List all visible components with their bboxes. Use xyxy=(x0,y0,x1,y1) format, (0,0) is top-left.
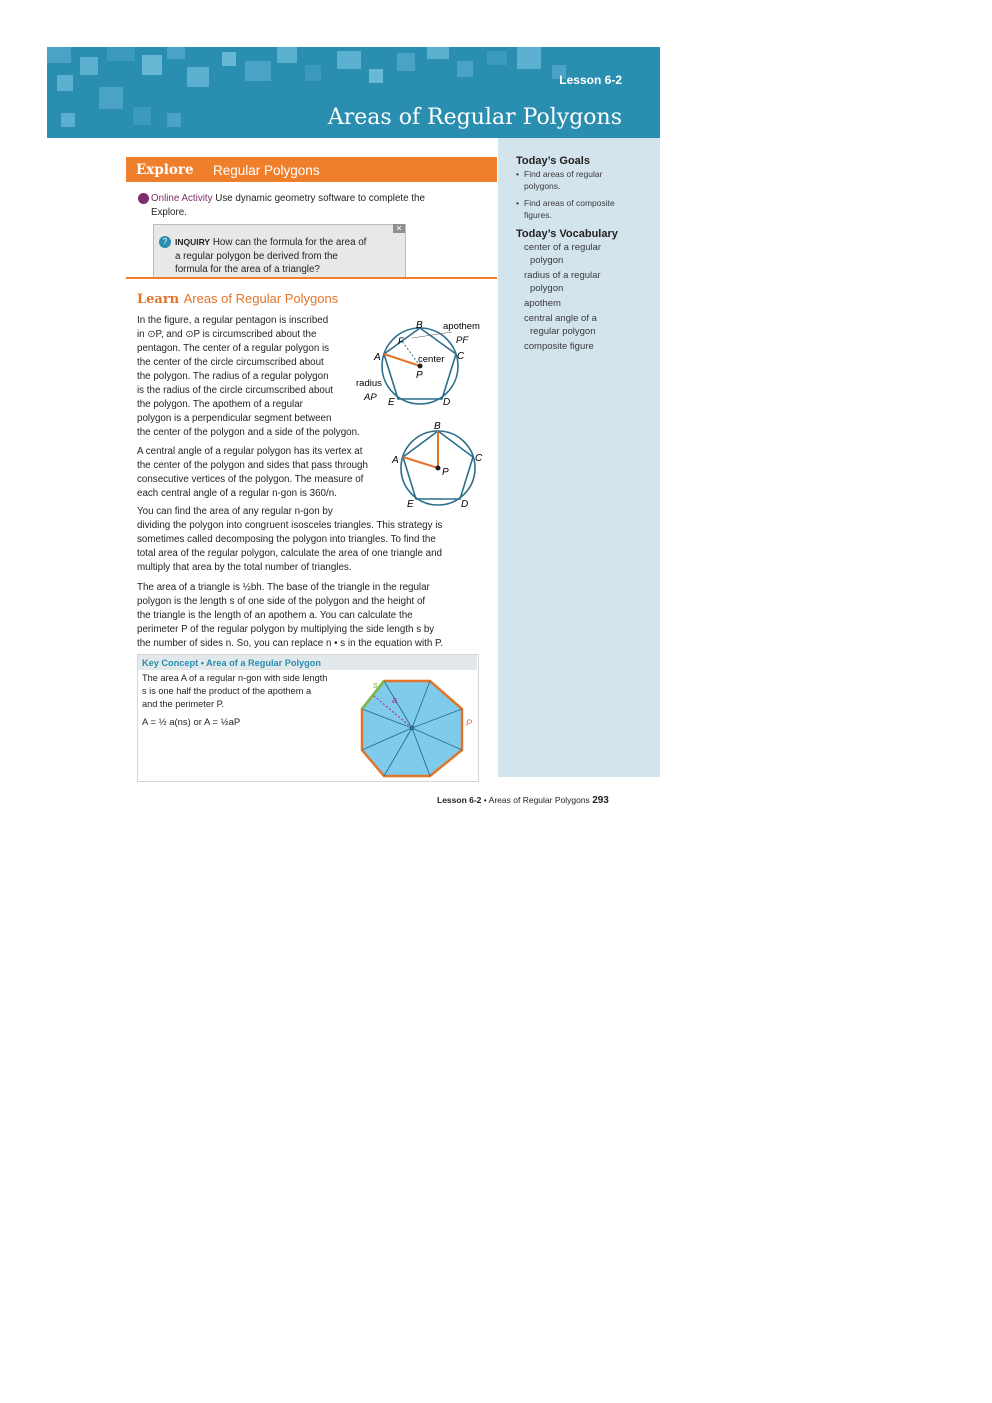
online-activity-text: Use dynamic geometry software to complete the xyxy=(215,193,425,204)
goal-item xyxy=(524,168,602,192)
vocab-item xyxy=(524,241,601,267)
banner-mosaic-tile xyxy=(133,107,151,125)
banner-mosaic-tile xyxy=(57,75,73,91)
goal-line: figures. xyxy=(524,210,552,220)
text-line: In the figure, a regular pentagon is inscribed xyxy=(137,315,329,326)
label-P: P xyxy=(442,467,449,478)
vocab-line: radius of a regular xyxy=(524,270,601,281)
vocab-line: center of a regular xyxy=(524,242,602,253)
goal-bullet-icon: • xyxy=(516,169,519,179)
vocab-line: central angle of a xyxy=(524,313,597,324)
banner-mosaic-tile xyxy=(305,65,321,81)
label-P: P xyxy=(466,718,473,728)
key-concept-heading xyxy=(138,655,477,670)
text-line: dividing the polygon into congruent isosceles triangles. This strategy is xyxy=(137,520,443,531)
banner-mosaic-tile xyxy=(245,61,271,81)
goal-line: polygons. xyxy=(524,181,561,191)
online-activity-icon[interactable] xyxy=(138,193,149,204)
explore-heading-bar xyxy=(126,157,497,182)
label-D: D xyxy=(461,499,469,510)
banner-mosaic-tile xyxy=(457,61,473,77)
text-line: consecutive vertices of the polygon. The measure of xyxy=(137,474,364,485)
label-A: A xyxy=(374,352,381,363)
goals-heading: Today’s Goals xyxy=(516,155,590,167)
text-line: polygon is a perpendicular segment between xyxy=(137,413,332,424)
footer-lesson: Lesson 6-2 xyxy=(437,795,482,805)
inquiry-line: a regular polygon be derived from the xyxy=(175,250,338,262)
label-center: center xyxy=(418,354,445,365)
banner-mosaic-tile xyxy=(107,47,135,61)
banner-mosaic-tile xyxy=(99,87,123,109)
goal-item xyxy=(524,197,615,221)
goal-line: Find areas of regular xyxy=(524,169,603,179)
learn-paragraph-2 xyxy=(137,445,368,501)
goal-bullet-icon: • xyxy=(516,198,519,208)
label-D: D xyxy=(443,397,451,408)
text-line: You can find the area of any regular n-gon by xyxy=(137,506,333,517)
section-divider xyxy=(126,277,497,279)
inquiry-question xyxy=(175,236,400,277)
label-s: s xyxy=(373,680,378,690)
text-line: multiply that area by the total number of triangles. xyxy=(137,562,352,573)
learn-title: Areas of Regular Polygons xyxy=(183,291,339,306)
lesson-banner xyxy=(47,47,660,138)
text-line: the triangle is the length of an apothem a. You can calculate the xyxy=(137,610,413,621)
vocab-item: composite figure xyxy=(524,341,594,352)
label-E: E xyxy=(407,499,414,510)
text-line: the polygon. The apothem of a regular xyxy=(137,399,303,410)
online-activity-text: Explore. xyxy=(151,207,187,218)
page-number: 293 xyxy=(592,795,609,806)
label-PF: PF xyxy=(456,335,469,346)
page-footer xyxy=(437,795,609,806)
footer-title-b: of Regular Polygons xyxy=(513,795,590,805)
lesson-number: Lesson 6-2 xyxy=(559,73,622,87)
text-line: is the radius of the circle circumscribed about xyxy=(137,385,334,396)
banner-mosaic-tile xyxy=(167,113,181,127)
learn-paragraph-3 xyxy=(137,505,442,575)
banner-mosaic-tile xyxy=(397,53,415,71)
vocab-item xyxy=(524,312,597,338)
banner-mosaic-tile xyxy=(487,51,507,65)
label-C: C xyxy=(457,351,465,362)
online-activity-link[interactable]: Online Activity xyxy=(151,193,213,204)
inquiry-line: How can the formula for the area of xyxy=(212,237,367,248)
pentagon-figure-2 xyxy=(388,418,488,514)
banner-mosaic-tile xyxy=(277,47,297,63)
footer-title-a: Areas xyxy=(488,795,511,805)
label-B: B xyxy=(416,320,423,331)
banner-mosaic-tile xyxy=(167,47,185,59)
text-line: and the perimeter P. xyxy=(142,699,225,709)
goal-line: Find areas of composite xyxy=(524,198,615,208)
vocab-heading: Today’s Vocabulary xyxy=(516,228,618,240)
inquiry-label: INQUIRY xyxy=(175,237,211,247)
text-line: The area of a triangle is ½bh. The base of the triangle in the regular xyxy=(137,582,430,593)
label-AP: AP xyxy=(364,392,377,403)
center-point xyxy=(410,726,415,731)
banner-mosaic-tile xyxy=(337,51,361,69)
inquiry-icon: ? xyxy=(159,236,171,248)
sidebar xyxy=(498,138,660,777)
label-B: B xyxy=(434,421,441,432)
text-line: the center of the circle circumscribed about xyxy=(137,357,324,368)
banner-mosaic-tile xyxy=(187,67,209,87)
learn-heading xyxy=(137,290,338,308)
label-a: a xyxy=(392,695,398,705)
text-line: A central angle of a regular polygon has its vertex at xyxy=(137,446,363,457)
banner-mosaic-tile xyxy=(517,47,541,69)
key-concept-text xyxy=(142,672,327,711)
pentagon-figure-1 xyxy=(354,314,494,414)
page-title: Areas of Regular Polygons xyxy=(327,105,622,130)
area-formula: A = ½ a(ns) or A = ½aP xyxy=(142,717,241,728)
banner-mosaic-tile xyxy=(47,47,71,63)
text-line: each central angle of a regular n-gon is 360/n. xyxy=(137,488,337,499)
online-activity xyxy=(151,192,491,206)
text-line: perimeter P of the regular polygon by multiplying the side length s by xyxy=(137,624,435,635)
label-F: F xyxy=(398,336,404,346)
banner-mosaic-tile xyxy=(61,113,75,127)
learn-paragraph-1 xyxy=(137,314,360,440)
learn-paragraph-4 xyxy=(137,581,443,651)
banner-mosaic-tile xyxy=(80,57,98,75)
explore-title: Regular Polygons xyxy=(213,163,320,178)
banner-mosaic-tile xyxy=(142,55,162,75)
label-P: P xyxy=(416,370,423,381)
text-line: sometimes called decomposing the polygon into triangles. To find the xyxy=(137,534,436,545)
center-point xyxy=(436,466,441,471)
text-line: the center of the polygon and a side of the polygon. xyxy=(137,427,360,438)
text-line: The area A of a regular n-gon with side length xyxy=(142,673,328,683)
octagon-figure xyxy=(355,676,477,780)
label-E: E xyxy=(388,397,395,408)
text-line: the number of sides n. So, you can replace n • s in the equation with P. xyxy=(137,638,444,649)
text-line: total area of the regular polygon, calculate the area of one triangle and xyxy=(137,548,442,559)
central-angle-side xyxy=(403,457,438,468)
text-line: the center of the polygon and sides that pass through xyxy=(137,460,368,471)
label-A: A xyxy=(392,455,399,466)
label-C: C xyxy=(475,453,483,464)
banner-mosaic-tile xyxy=(427,47,449,59)
explore-label: Explore xyxy=(136,162,194,178)
vocab-line: polygon xyxy=(530,255,564,266)
inquiry-line: formula for the area of a triangle? xyxy=(175,264,320,275)
label-apothem: apothem xyxy=(443,321,480,332)
text-line: the polygon. The radius of a regular polygon xyxy=(137,371,329,382)
banner-mosaic-tile xyxy=(222,52,236,66)
vocab-item xyxy=(524,269,601,295)
text-line: in ⊙P, and ⊙P is circumscribed about the xyxy=(137,329,317,340)
text-line: s is one half the product of the apothem a xyxy=(142,686,312,696)
banner-mosaic-tile xyxy=(369,69,383,83)
key-concept-title: Key Concept • Area of a Regular Polygon xyxy=(142,658,322,668)
text-line: pentagon. The center of a regular polygon is xyxy=(137,343,330,354)
vocab-line: regular polygon xyxy=(530,326,596,337)
vocab-item: apothem xyxy=(524,298,561,309)
text-line: polygon is the length s of one side of the polygon and the height of xyxy=(137,596,426,607)
footer-bullet: • xyxy=(483,795,487,805)
learn-label: Learn xyxy=(137,292,180,307)
vocab-line: polygon xyxy=(530,283,564,294)
close-icon[interactable]: ✕ xyxy=(393,224,405,233)
radius-segment xyxy=(384,354,420,366)
label-radius: radius xyxy=(356,378,382,389)
